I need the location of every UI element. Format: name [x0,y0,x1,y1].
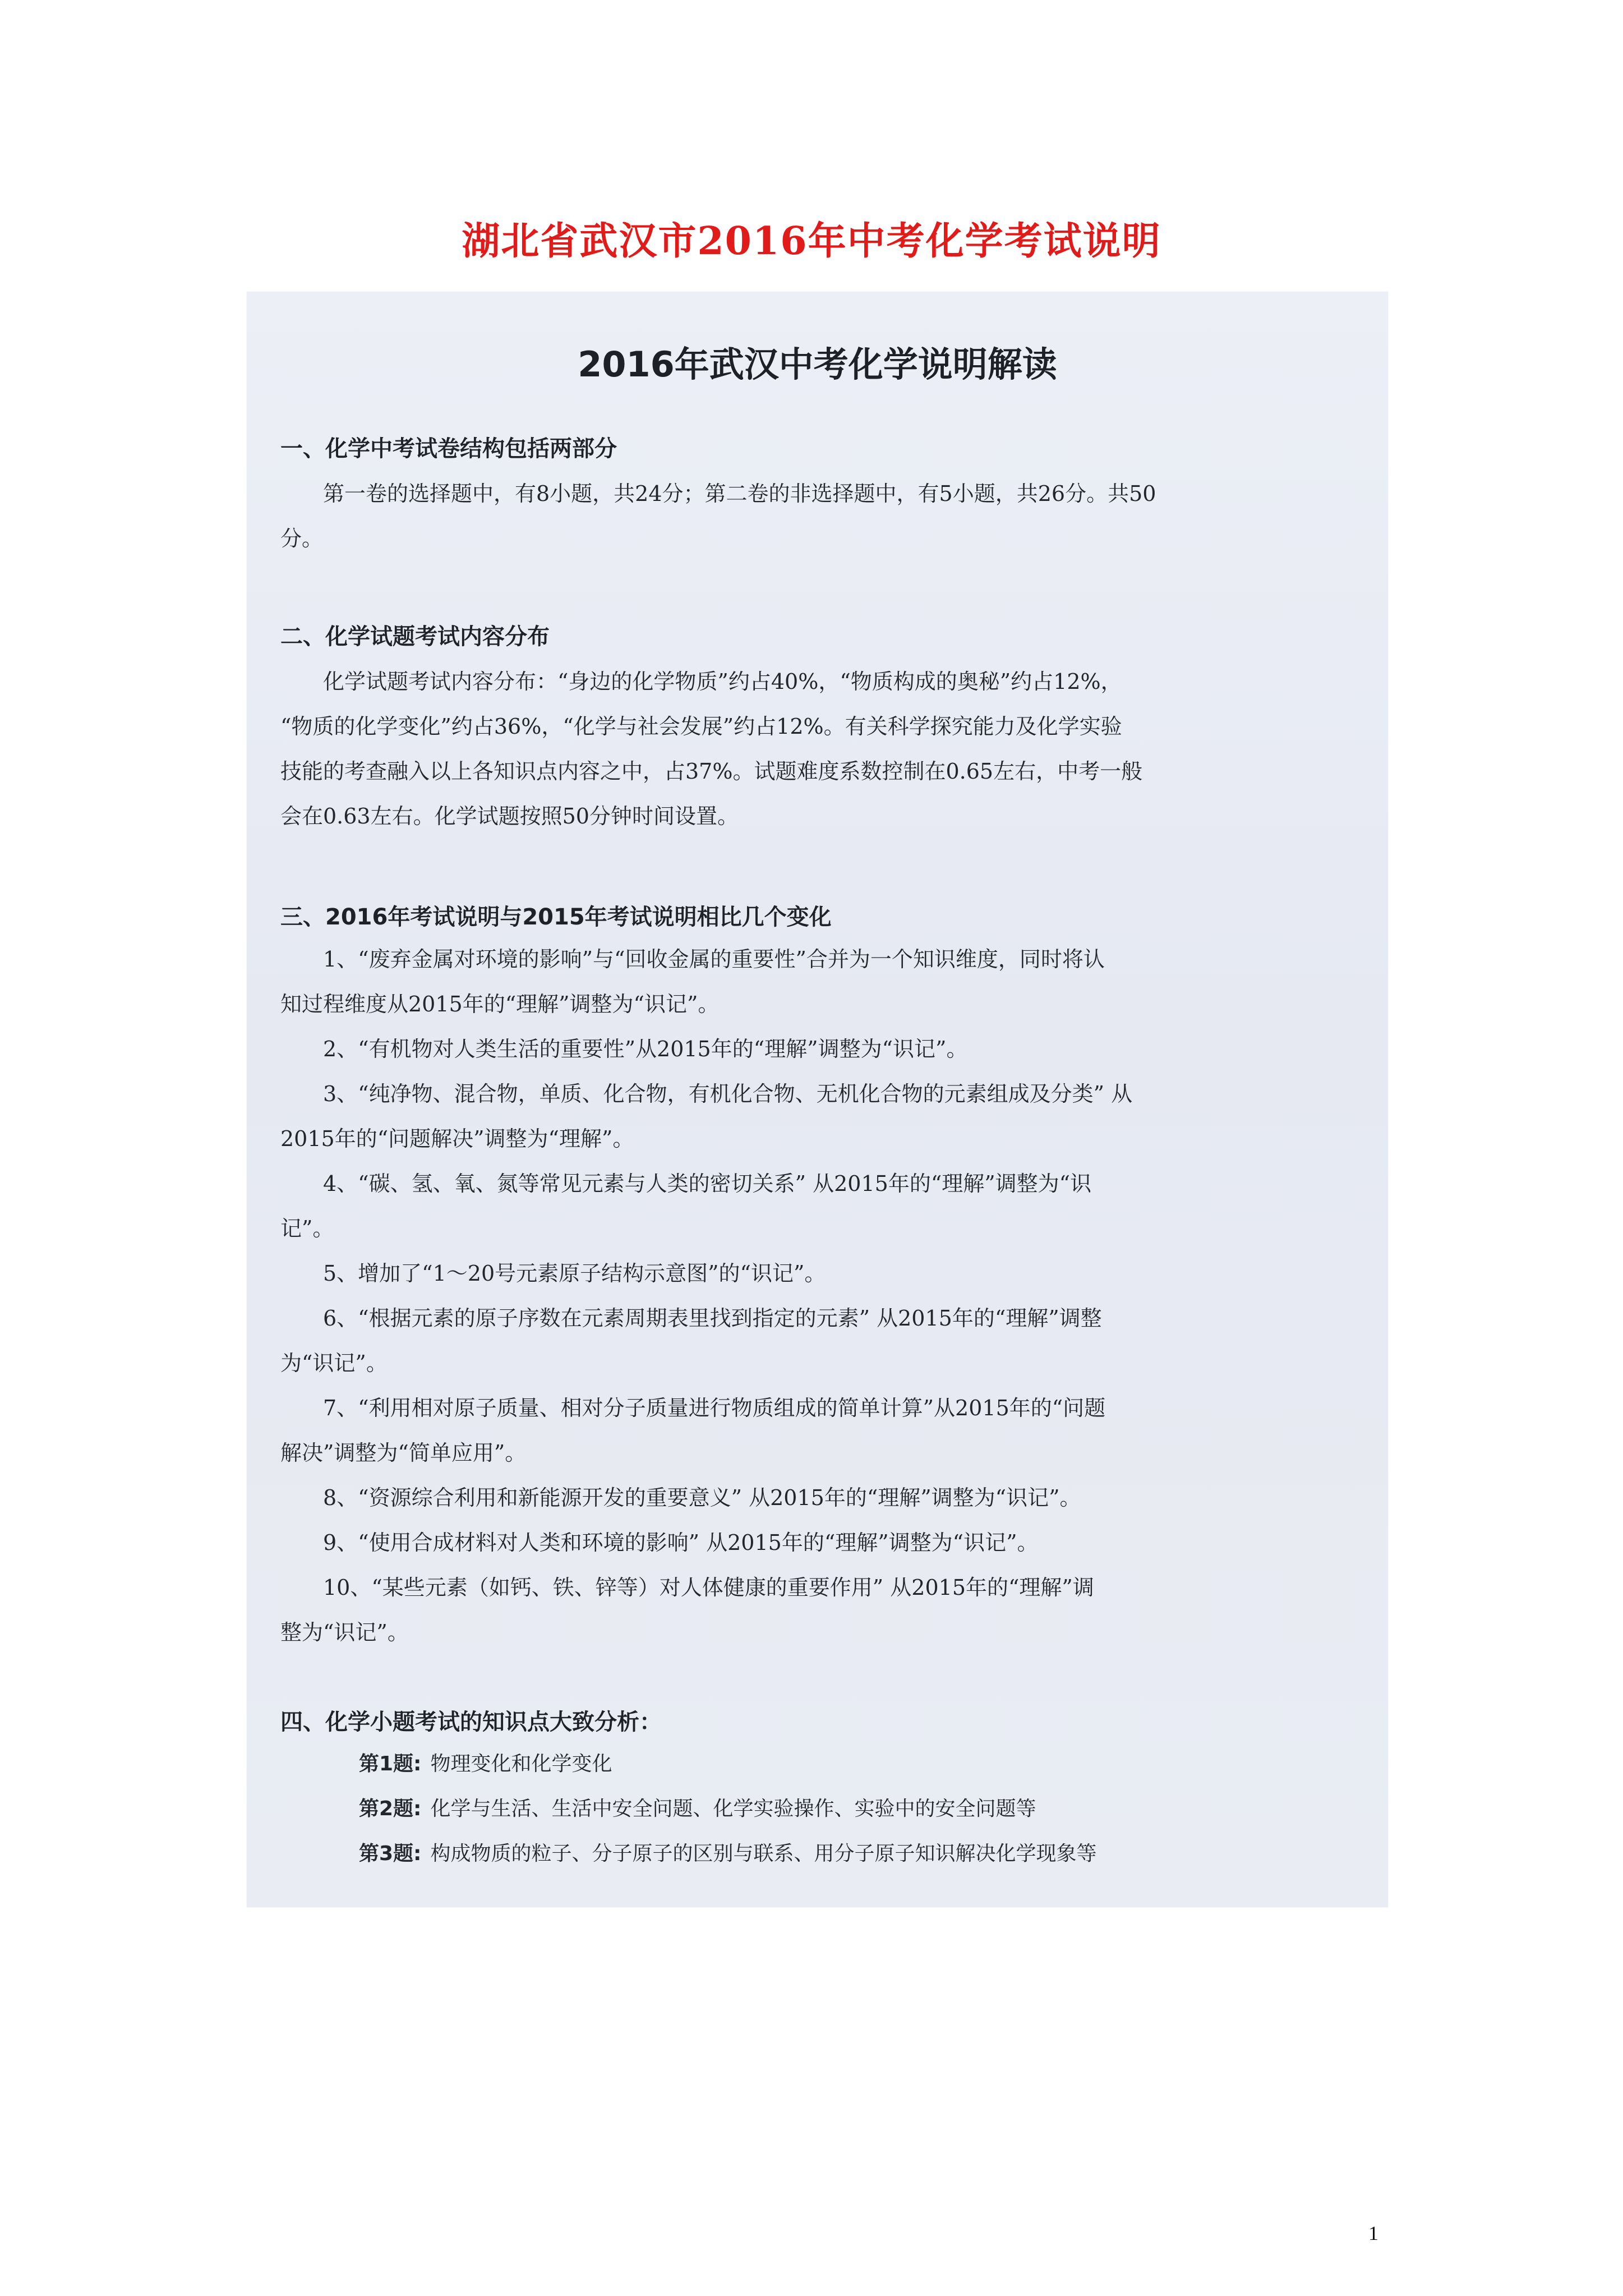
question-item [359,1832,1312,1876]
change-item-7-line-1: 7、“利用相对原子质量、相对分子质量进行物质组成的简单计算”从2015年的“问题 [323,1396,1106,1420]
section-2-line-4: 会在0.63左右。化学试题按照50分钟时间设置。 [280,804,739,829]
change-item-2: 2、“有机物对人类生活的重要性”从2015年的“理解”调整为“识记”。 [323,1037,968,1061]
section-2-line-3: 技能的考查融入以上各知识点内容之中，占37%。试题难度系数控制在0.65左右，中考一般 [280,759,1143,784]
change-item-10-line-1: 10、“某些元素（如钙、铁、锌等）对人体健康的重要作用” 从2015年的“理解”调 [323,1575,1094,1600]
section-1-line-2: 分。 [280,526,324,551]
section-3-heading: 三、2016年考试说明与2015年考试说明相比几个变化 [280,904,832,930]
change-item-5: 5、增加了“1～20号元素原子结构示意图”的“识记”。 [323,1261,826,1286]
change-item-1-line-2: 知过程维度从2015年的“理解”调整为“识记”。 [280,992,720,1016]
change-item-4-line-2: 记”。 [280,1216,334,1241]
change-item-7-line-2: 解决”调整为“简单应用”。 [280,1441,527,1465]
page-number: 1 [1368,2222,1378,2244]
section-1-heading: 一、化学中考试卷结构包括两部分 [280,436,617,462]
question-topic: 化学与生活、生活中安全问题、化学实验操作、实验中的安全问题等 [430,1797,1036,1820]
question-topic: 物理变化和化学变化 [430,1752,612,1775]
change-item-9: 9、“使用合成材料对人类和环境的影响” 从2015年的“理解”调整为“识记”。 [323,1530,1039,1555]
question-item [359,1742,1312,1787]
scan-heading: 2016年武汉中考化学说明解读 [578,344,1057,385]
change-item-3-line-2: 2015年的“问题解决”调整为“理解”。 [280,1126,634,1151]
change-item-8: 8、“资源综合利用和新能源开发的重要意义” 从2015年的“理解”调整为“识记”。 [323,1485,1081,1510]
section-1-line-1: 第一卷的选择题中，有8小题，共24分；第二卷的非选择题中，有5小题，共26分。共50 [323,481,1156,506]
section-2-body [280,659,1335,839]
change-item-10-line-2: 整为“识记”。 [280,1620,409,1645]
question-number: 第2题: [359,1797,422,1820]
document-title: 湖北省武汉市2016年中考化学考试说明 [462,219,1161,264]
change-item-6-line-2: 为“识记”。 [280,1351,388,1375]
scanned-page [247,292,1388,1907]
section-1-body [280,471,1335,561]
section-4-heading: 四、化学小题考试的知识点大致分析： [280,1709,662,1735]
section-2-line-1: 化学试题考试内容分布：“身边的化学物质”约占40%，“物质构成的奥秘”约占12%， [323,669,1122,694]
question-item [359,1787,1312,1832]
section-2-line-2: “物质的化学变化”约占36%，“化学与社会发展”约占12%。有关科学探究能力及化学实验 [280,714,1122,739]
question-list [359,1742,1312,1876]
change-item-6-line-1: 6、“根据元素的原子序数在元素周期表里找到指定的元素” 从2015年的“理解”调整 [323,1306,1102,1331]
question-number: 第3题: [359,1842,422,1865]
section-3-body [280,937,1335,1655]
change-item-3-line-1: 3、“纯净物、混合物，单质、化合物，有机化合物、无机化合物的元素组成及分类” 从 [323,1082,1133,1106]
section-2-heading: 二、化学试题考试内容分布 [280,624,550,650]
change-item-4-line-1: 4、“碳、氢、氧、氮等常见元素与人类的密切关系” 从2015年的“理解”调整为“识 [323,1171,1092,1196]
question-number: 第1题: [359,1752,422,1775]
question-topic: 构成物质的粒子、分子原子的区别与联系、用分子原子知识解决化学现象等 [430,1842,1097,1865]
change-item-1-line-1: 1、“废弃金属对环境的影响”与“回收金属的重要性”合并为一个知识维度，同时将认 [323,947,1105,972]
